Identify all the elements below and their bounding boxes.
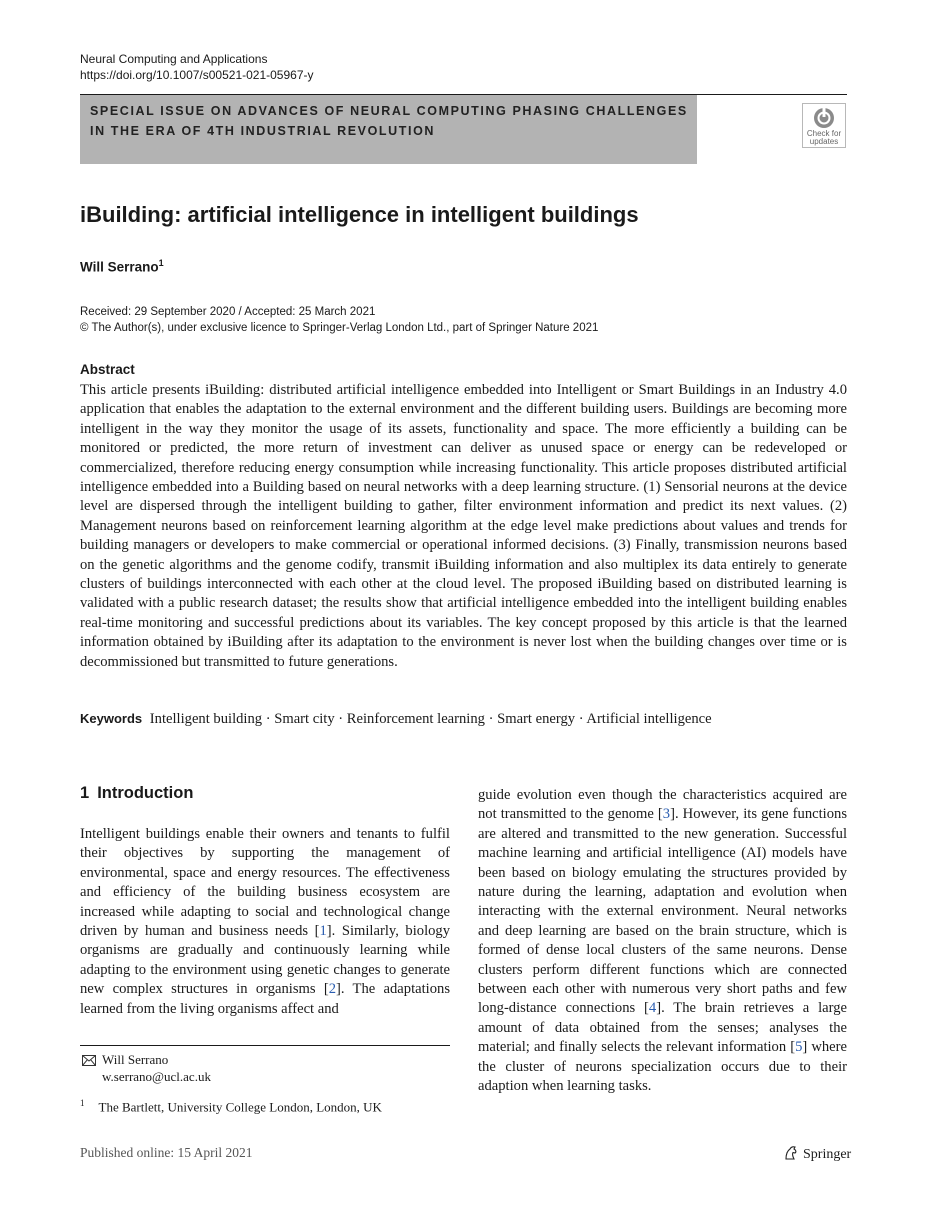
- published-online: Published online: 15 April 2021: [80, 1145, 253, 1160]
- keywords-line: [80, 711, 712, 728]
- publisher-name: Springer: [803, 1147, 852, 1162]
- springer-horse-icon: [783, 1145, 799, 1161]
- keywords-list: Intelligent building · Smart city · Reinforcement learning · Smart energy · Artificial intelligence: [149, 711, 712, 727]
- text-run: ]. However, its gene functions are altered and transmitted to the new generation. Successful machine learning and artificial intelligence (AI) models have been based on biology emulating the structures provided by nature during the learning, adaptation and evolution when interacting with the external environment. Neural networks and deep learning are based on the brain structure, which is formed of dense local clusters of the same neurons. Dense clusters perform different functions which are connected between each other with numerous very short paths and few long-distance connections [: [478, 806, 847, 1017]
- intro-paragraph-col1: [80, 825, 450, 1019]
- envelope-icon: [82, 1055, 96, 1066]
- special-issue-banner: [80, 95, 697, 164]
- author-affiliation-marker: 1: [158, 258, 164, 268]
- contact-name: Will Serrano: [102, 1052, 169, 1067]
- banner-line-1: SPECIAL ISSUE ON ADVANCES OF NEURAL COMPUTING PHASING CHALLENGES: [90, 104, 688, 118]
- received-accepted: Received: 29 September 2020 / Accepted: 25 March 2021: [80, 306, 376, 318]
- citation-link[interactable]: 3: [662, 806, 671, 823]
- article-dates: [80, 304, 598, 336]
- banner-line-2: IN THE ERA OF 4TH INDUSTRIAL REVOLUTION: [90, 124, 436, 138]
- citation-link[interactable]: 4: [648, 1000, 657, 1017]
- check-updates-line-2: updates: [809, 137, 839, 146]
- keywords-label: Keywords: [80, 711, 143, 726]
- check-updates-icon: [813, 107, 835, 129]
- journal-name: Neural Computing and Applications: [80, 52, 268, 66]
- text-run: ] where the cluster of neurons specialization occurs due to their adaption when learning tasks.: [478, 1039, 847, 1095]
- affiliation-text: The Bartlett, University College London, London, UK: [98, 1099, 382, 1115]
- abstract-text: This article presents iBuilding: distributed artificial intelligence embedded into Intelligent or Smart Buildings in an Industry 4.0 application that enables the adaptation to the external environment and the different building users. Buildings are becoming more intelligent in the way they monitor the usage of its assets, functionality and space. The more efficiently a building can be monitored or predicted, the more return of investment can deliver as unused space or energy can be redeveloped or commercialized, therefore reducing energy consumption while increasing functionality. This article proposes distributed artificial intelligence embedded into a Building based on neural networks with a deep learning structure. (1) Sensorial neurons at the device level are dispersed through the intelligent building to gather, filter environment information and predict its next values. (2) Management neurons based on reinforcement learning algorithm at the edge level make predictions about values and trends for building managers or developers to make commercial or operational informed decisions. (3) Finally, transmission neurons based on the genetic algorithms and the genome codify, transmit iBuilding information and also multiplex its data entirely to generate clusters of buildings interconnected with each other at the cloud level. The proposed iBuilding based on distributed learning is validated with a public research dataset; the results show that artificial intelligence embedded into the intelligent building enables real-time monitoring and successful predictions about its variables. The key concept proposed by this article is that the learned information obtained by iBuilding after its adaptation to the environment is never lost when the building changes over time or is decommissioned but transmitted to future generations.: [80, 382, 847, 670]
- text-run: ]. Similarly, biology organisms are gradually and continuously learning while adapting to the environment using genetic changes to generate new complex structures in organisms [: [80, 923, 451, 998]
- text-run: guide evolution even though the characteristics acquired are not transmitted to the genome [: [478, 787, 847, 823]
- citation-link[interactable]: 1: [319, 923, 327, 940]
- text-run: ]. The adaptations learned from the living organisms affect and: [80, 981, 450, 1017]
- section-title: Introduction: [97, 784, 194, 802]
- intro-paragraph-col2: [478, 786, 847, 1097]
- section-number: 1: [80, 784, 90, 802]
- copyright-notice: © The Author(s), under exclusive licence to Springer-Verlag London Ltd., part of Springer Nature 2021: [80, 322, 599, 334]
- check-updates-line-1: Check for: [806, 129, 842, 138]
- citation-link[interactable]: 5: [795, 1039, 803, 1056]
- affiliation-footnote: [80, 1098, 382, 1115]
- text-run: Intelligent buildings enable their owners and tenants to fulfil their objectives by supporting the management of environmental, space and energy resources. The effectiveness and efficiency of the building business ecosystem are increased while adapting to social and technological change driven by human and business needs [: [80, 826, 450, 940]
- check-for-updates-badge[interactable]: [802, 103, 846, 148]
- contact-email[interactable]: w.serrano@ucl.ac.uk: [102, 1069, 211, 1084]
- corresponding-author: [80, 1051, 211, 1085]
- abstract-heading: Abstract: [80, 362, 135, 377]
- section-heading-introduction: [80, 784, 193, 803]
- publisher-logo: [783, 1145, 851, 1163]
- citation-link[interactable]: 2: [328, 981, 337, 998]
- author-name: Will Serrano: [80, 259, 159, 275]
- journal-header: [80, 51, 314, 83]
- footnote-rule: [80, 1045, 450, 1046]
- text-run: ]. The brain retrieves a large amount of data obtained from the senses; analyses the material; and finally selects the relevant information [: [478, 1000, 848, 1056]
- author-line: [80, 258, 164, 275]
- article-title: iBuilding: artificial intelligence in intelligent buildings: [80, 202, 639, 227]
- doi-link[interactable]: https://doi.org/10.1007/s00521-021-05967-y: [80, 68, 314, 82]
- affiliation-number: 1: [80, 1098, 85, 1108]
